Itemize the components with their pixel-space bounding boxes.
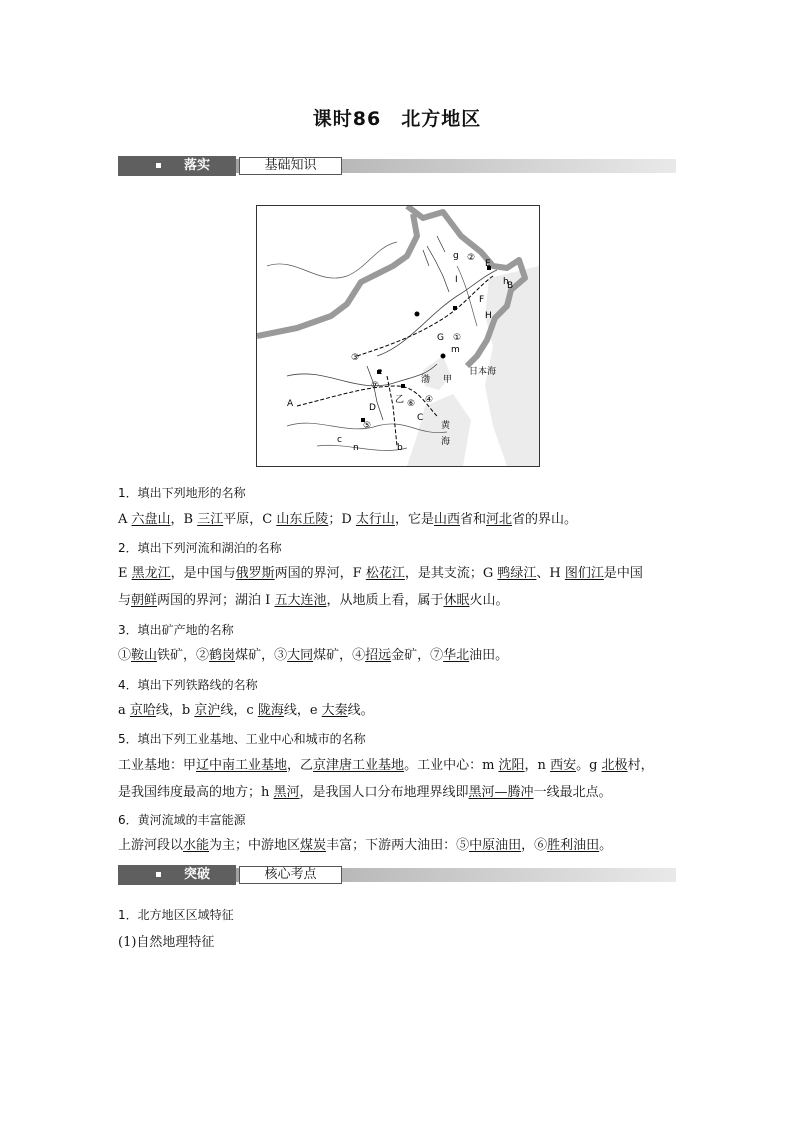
page-title: 课时86 北方地区 bbox=[312, 108, 482, 130]
river-line bbox=[317, 445, 407, 450]
mountain-range bbox=[423, 236, 449, 292]
map-label: 日本海 bbox=[469, 367, 497, 377]
mine-marker bbox=[453, 306, 457, 310]
map-label: b bbox=[397, 443, 403, 453]
map-label: ⑥ bbox=[407, 399, 416, 409]
map-label: ⑤ bbox=[363, 421, 372, 431]
river-line bbox=[457, 266, 477, 326]
map-label: I bbox=[455, 275, 458, 285]
city-marker bbox=[415, 312, 420, 317]
question-4-answer: a 京哈线，b 京沪线，c 陇海线，e 大秦线。 bbox=[118, 703, 374, 718]
map-label: ③ bbox=[351, 353, 360, 363]
map-label: 黄 bbox=[441, 421, 451, 431]
square-icon bbox=[156, 163, 161, 168]
map-label: H bbox=[485, 311, 492, 321]
section-tag: 突破 bbox=[118, 865, 236, 885]
map-label: G bbox=[437, 333, 444, 343]
map-label: F bbox=[479, 295, 485, 305]
question-5-heading: 5．填出下列工业基地、工业中心和城市的名称 bbox=[118, 732, 366, 746]
railway-line bbox=[357, 276, 493, 356]
section-banner-core bbox=[118, 865, 676, 885]
map-label: 乙 bbox=[395, 395, 405, 405]
section-label: 基础知识 bbox=[239, 157, 342, 175]
map-label: g bbox=[453, 251, 459, 261]
map-label: ① bbox=[453, 333, 462, 343]
question-3-heading: 3．填出矿产地的名称 bbox=[118, 623, 234, 637]
question-6-heading: 6．黄河流域的丰富能源 bbox=[118, 813, 246, 827]
map-label: ④ bbox=[425, 395, 434, 405]
question-1-heading: 1．填出下列地形的名称 bbox=[118, 486, 246, 500]
map-label: E bbox=[485, 259, 491, 269]
map-label: h bbox=[503, 277, 509, 287]
question-3-answer: ①鞍山铁矿，②鹤岗煤矿，③大同煤矿，④招远金矿，⑦华北油田。 bbox=[118, 648, 509, 663]
question-6-answer: 上游河段以水能为主；中游地区煤炭丰富；下游两大油田：⑤中原油田，⑥胜利油田。 bbox=[118, 838, 613, 853]
section-banner-basics bbox=[118, 156, 676, 176]
question-2-heading: 2．填出下列河流和湖泊的名称 bbox=[118, 541, 282, 555]
map-label: 海 bbox=[441, 437, 451, 447]
question-1-answer: A 六盘山，B 三江平原，C 山东丘陵；D 太行山，它是山西省和河北省的界山。 bbox=[118, 512, 578, 527]
question-4-heading: 4．填出下列铁路线的名称 bbox=[118, 678, 258, 692]
map-label: 渤 bbox=[421, 375, 431, 385]
map-label: C bbox=[417, 413, 424, 423]
section-tag: 落实 bbox=[118, 156, 236, 176]
map-label: D bbox=[369, 403, 376, 413]
subsection-heading: 1．北方地区区域特征 bbox=[118, 908, 234, 922]
map-label: B bbox=[507, 281, 514, 291]
sea-area-yellow bbox=[407, 394, 471, 466]
map-label: n bbox=[353, 443, 359, 453]
map-label: c bbox=[337, 435, 342, 445]
map-label: m bbox=[451, 345, 460, 355]
river-line bbox=[377, 270, 497, 356]
question-2-answer-line2: 与朝鲜两国的界河；湖泊 I 五大连池，从地质上看，属于休眠火山。 bbox=[118, 593, 509, 608]
map-label: 甲 bbox=[443, 375, 453, 385]
question-5-answer-line1: 工业基地：甲辽中南工业基地，乙京津唐工业基地。工业中心：m 沈阳，n 西安。g 北极村， bbox=[118, 758, 654, 773]
question-5-answer-line2: 是我国纬度最高的地方；h 黑河，是我国人口分布地理界线即黑河—腾冲一线最北点。 bbox=[118, 785, 612, 800]
map-label: ⑦ bbox=[371, 381, 380, 391]
question-2-answer-line1: E 黑龙江，是中国与俄罗斯两国的界河，F 松花江，是其支流；G 鸭绿江、H 图们江是中国 bbox=[118, 566, 643, 581]
railway-line bbox=[297, 386, 437, 416]
map-label: ② bbox=[467, 253, 476, 263]
map-label: A bbox=[287, 399, 294, 409]
subsection-subheading: (1)自然地理特征 bbox=[118, 935, 215, 950]
river-line bbox=[287, 364, 437, 386]
mine-marker bbox=[401, 384, 405, 388]
map-label: e bbox=[377, 367, 383, 377]
border-line-west bbox=[257, 214, 417, 336]
section-label: 核心考点 bbox=[239, 866, 342, 884]
north-china-map bbox=[256, 205, 540, 467]
square-icon bbox=[156, 872, 161, 877]
city-marker bbox=[441, 354, 446, 359]
